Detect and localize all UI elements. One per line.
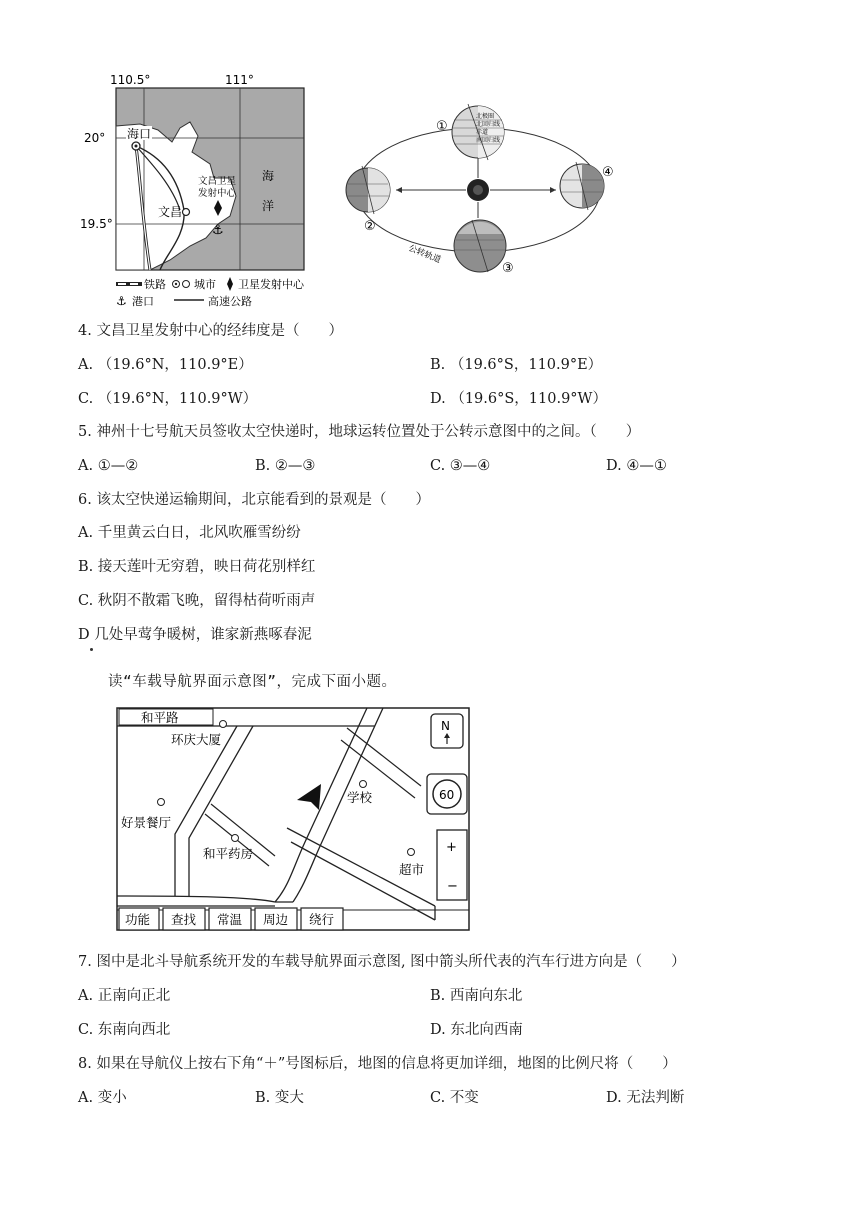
q7-option-c[interactable]: C. 东南向西北 [78,1022,171,1038]
nav-button-bar [119,908,343,930]
legend-anchor-icon: ⚓ [116,294,127,308]
huanqing-label: 环庆大厦 [171,732,222,747]
q8-option-a[interactable]: A. 变小 [78,1090,127,1106]
launch-label-line1: 文昌卫星 [198,176,237,187]
orbit-marker-3: ③ [502,261,514,276]
q8-option-c[interactable]: C. 不变 [430,1090,479,1106]
q5-option-b[interactable]: B. ②—③ [255,458,316,474]
lon-label-110-5: 110.5° [110,73,151,87]
speed-limit-value: 60 [439,788,455,802]
launch-label-line2: 发射中心 [198,188,237,199]
q5-option-c[interactable]: C. ③—④ [430,458,491,474]
q5-option-a[interactable]: A. ①—② [78,458,139,474]
supermarket-dot [408,849,415,856]
nav-button-common[interactable]: 常温 [217,912,243,927]
q8-stem: 8. 如果在导航仪上按右下角“＋”号图标后，地图的信息将更加详细，地图的比例尺将（ ） [78,1056,677,1072]
q4-option-b[interactable]: B. （19.6°S，110.9°E） [430,357,603,373]
school-dot [360,781,367,788]
q6-stem: 6. 该太空快递运输期间，北京能看到的景观是（ ） [78,492,430,508]
lat-label-19-5: 19.5° [80,217,113,231]
zoom-in-button[interactable]: + [446,840,457,855]
globe-text-tropic-n: 北回归线 [476,121,501,128]
q8-option-d[interactable]: D. 无法判断 [606,1090,685,1106]
lon-label-111: 111° [225,73,254,87]
earth-globe-3 [454,220,506,272]
globe-text-arctic: 北极圈 [476,113,495,120]
orbit-diagram [336,96,626,280]
hainan-map [80,66,340,310]
q6-option-d[interactable]: D 几处早莺争暖树，谁家新燕啄春泥 [78,627,312,643]
q6-option-b[interactable]: B. 接天莲叶无穷碧，映日荷花别样红 [78,559,316,575]
road-label: 和平路 [141,710,179,725]
legend-port: 港口 [132,295,154,308]
nav-button-detour[interactable]: 绕行 [309,912,335,927]
earth-globe-2 [346,166,390,214]
q4-option-d[interactable]: D. （19.6°S，110.9°W） [430,391,607,407]
orbit-label: 公转轨道 [406,243,443,266]
stray-dot [90,648,93,651]
orbit-marker-1: ① [436,119,448,134]
wenchang-label: 文昌 [158,205,183,219]
restaurant-label: 好景餐厅 [121,815,172,830]
speed-limit-sign [427,774,467,814]
q7-stem: 7. 图中是北斗导航系统开发的车载导航界面示意图, 图中箭头所代表的汽车行进方向是（ ） [78,954,686,970]
ocean-label-2: 洋 [262,199,275,213]
nav-button-function[interactable]: 功能 [125,912,151,927]
legend-launch: 卫星发射中心 [238,278,304,291]
ocean-label-1: 海 [262,169,275,183]
zoom-out-button[interactable]: − [447,879,458,894]
q4-option-a[interactable]: A. （19.6°N，110.9°E） [78,357,253,373]
pharmacy-dot [232,835,239,842]
pharmacy-label: 和平药房 [203,846,254,861]
q6-option-c[interactable]: C. 秋阴不散霜飞晚，留得枯荷听雨声 [78,593,316,609]
q8-option-b[interactable]: B. 变大 [255,1090,304,1106]
huanqing-dot [220,721,227,728]
map-legend [116,277,305,308]
nav-button-nearby[interactable]: 周边 [263,912,289,927]
q7-option-a[interactable]: A. 正南向正北 [78,988,171,1004]
q7-option-b[interactable]: B. 西南向东北 [430,988,523,1004]
q7-option-d[interactable]: D. 东北向西南 [430,1022,523,1038]
globe-text-tropic-s: 南回归线 [476,137,501,144]
legend-highway: 高速公路 [208,295,252,308]
q5-stem: 5. 神州十七号航天员签收太空快递时，地球运转位置处于公转示意图中的之间。（ ） [78,424,641,440]
orbit-marker-4: ④ [602,165,614,180]
car-navigation-map [115,706,473,934]
section-intro: 读“车载导航界面示意图”，完成下面小题。 [108,674,397,690]
supermarket-label: 超市 [399,862,425,877]
north-label: N [441,719,450,733]
q4-stem: 4. 文昌卫星发射中心的经纬度是（ ） [78,323,343,339]
q4-option-c[interactable]: C. （19.6°N，110.9°W） [78,391,258,407]
port-anchor-icon: ⚓ [212,223,224,238]
legend-city: 城市 [194,278,216,291]
haikou-label: 海口 [127,127,152,141]
orbit-marker-2: ② [364,219,376,234]
north-indicator [431,714,463,748]
earth-globe-1 [452,104,504,160]
q5-option-d[interactable]: D. ④—① [606,458,667,474]
q6-option-a[interactable]: A. 千里黄云白日，北风吹雁雪纷纷 [78,525,301,541]
legend-railway: 铁路 [144,278,166,291]
nav-button-search[interactable]: 查找 [171,912,197,927]
restaurant-dot [158,799,165,806]
lat-label-20: 20° [84,131,106,145]
wenchang-city-dot [183,209,190,216]
globe-text-equator: 赤道 [476,129,489,136]
school-label: 学校 [347,790,373,805]
